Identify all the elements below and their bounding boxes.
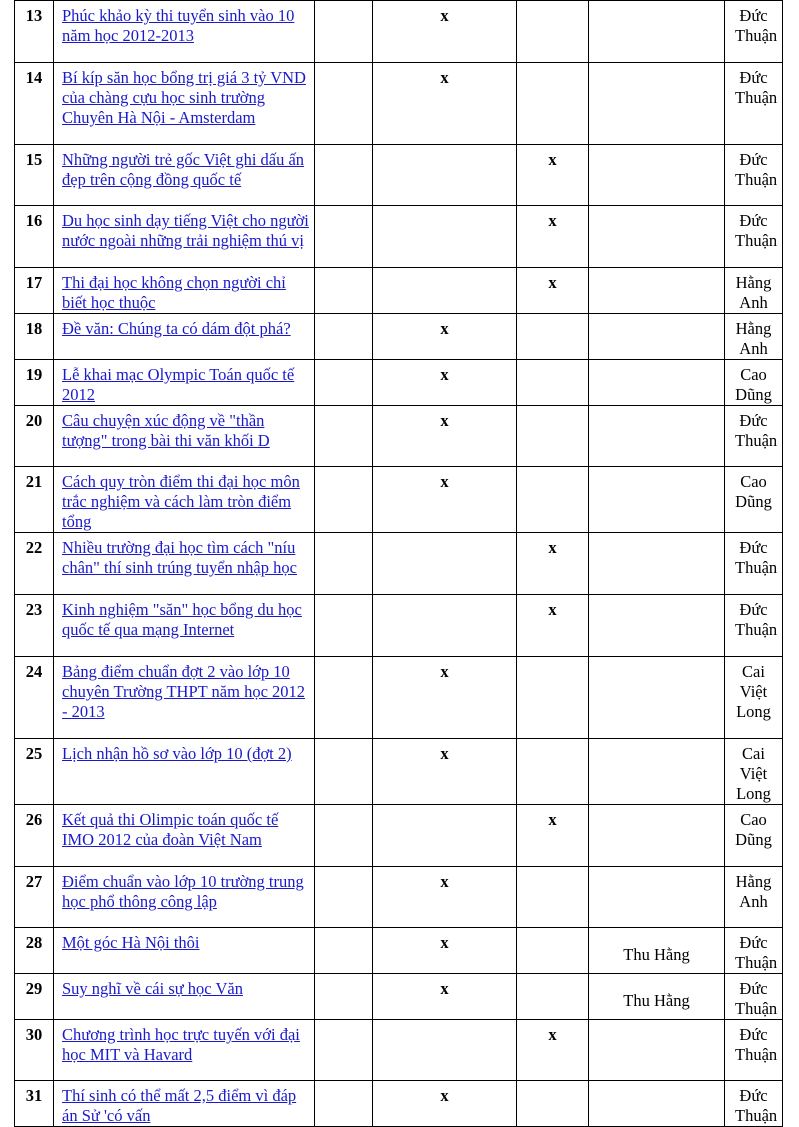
table-row	[15, 974, 783, 1020]
article-title-link[interactable]: Phúc khảo kỳ thi tuyển sinh vào 10 năm học 2012-2013	[62, 6, 295, 45]
article-title-cell	[54, 360, 315, 406]
mark-b-cell	[517, 314, 589, 360]
table-row	[15, 867, 783, 928]
mark-b-cell: x	[517, 268, 589, 314]
mark-b-cell: x	[517, 805, 589, 867]
article-title-cell	[54, 805, 315, 867]
author-cell: Đức Thuận	[725, 63, 783, 145]
mark-b-cell	[517, 406, 589, 467]
article-title-cell	[54, 268, 315, 314]
author-cell: Đức Thuận	[725, 145, 783, 206]
article-title-cell	[54, 206, 315, 268]
reviewer-cell	[589, 406, 725, 467]
mark-b-cell: x	[517, 1020, 589, 1081]
empty-cell	[315, 268, 373, 314]
author-cell: Đức Thuận	[725, 206, 783, 268]
reviewer-cell	[589, 595, 725, 657]
empty-cell	[315, 145, 373, 206]
row-number: 21	[15, 467, 54, 533]
empty-cell	[315, 867, 373, 928]
mark-a-cell: x	[373, 657, 517, 739]
reviewer-cell	[589, 467, 725, 533]
article-title-link[interactable]: Bí kíp săn học bổng trị giá 3 tỷ VND của chàng cựu học sinh trường Chuyên Hà Nội - Amsterdam	[62, 68, 306, 127]
row-number: 25	[15, 739, 54, 805]
mark-b-cell: x	[517, 533, 589, 595]
empty-cell	[315, 467, 373, 533]
article-title-cell	[54, 314, 315, 360]
article-title-link[interactable]: Những người trẻ gốc Việt ghi dấu ấn đẹp trên cộng đồng quốc tế	[62, 150, 305, 189]
reviewer-cell	[589, 145, 725, 206]
reviewer-cell	[589, 867, 725, 928]
row-number: 27	[15, 867, 54, 928]
mark-a-cell: x	[373, 314, 517, 360]
author-cell: Đức Thuận	[725, 595, 783, 657]
article-title-cell	[54, 467, 315, 533]
table-row	[15, 268, 783, 314]
mark-a-cell: x	[373, 867, 517, 928]
article-title-link[interactable]: Thí sinh có thể mất 2,5 điểm vì đáp án Sử 'có vấn	[62, 1086, 297, 1125]
article-title-link[interactable]: Bảng điểm chuẩn đợt 2 vào lớp 10 chuyên Trường THPT năm học 2012 - 2013	[62, 662, 306, 721]
article-title-link[interactable]: Nhiều trường đại học tìm cách "níu chân" thí sinh trúng tuyển nhập học	[62, 538, 297, 577]
table-row	[15, 406, 783, 467]
reviewer-cell	[589, 360, 725, 406]
mark-b-cell	[517, 657, 589, 739]
empty-cell	[315, 406, 373, 467]
empty-cell	[315, 595, 373, 657]
mark-a-cell: x	[373, 974, 517, 1020]
author-cell: Hằng Anh	[725, 867, 783, 928]
reviewer-cell	[589, 206, 725, 268]
empty-cell	[315, 1020, 373, 1081]
mark-a-cell	[373, 595, 517, 657]
article-title-link[interactable]: Lịch nhận hồ sơ vào lớp 10 (đợt 2)	[62, 744, 292, 763]
mark-a-cell: x	[373, 1081, 517, 1127]
article-title-cell	[54, 974, 315, 1020]
row-number: 24	[15, 657, 54, 739]
author-cell: Cai Việt Long	[725, 739, 783, 805]
article-title-link[interactable]: Suy nghĩ về cái sự học Văn	[62, 979, 243, 998]
mark-a-cell	[373, 805, 517, 867]
article-title-cell	[54, 145, 315, 206]
mark-a-cell: x	[373, 63, 517, 145]
mark-b-cell	[517, 739, 589, 805]
article-title-cell	[54, 1, 315, 63]
mark-a-cell	[373, 145, 517, 206]
empty-cell	[315, 1, 373, 63]
table-row	[15, 314, 783, 360]
row-number: 19	[15, 360, 54, 406]
table-body	[15, 1, 783, 1127]
article-table	[14, 0, 783, 1127]
mark-b-cell	[517, 360, 589, 406]
row-number: 30	[15, 1020, 54, 1081]
article-title-cell	[54, 406, 315, 467]
empty-cell	[315, 805, 373, 867]
article-title-cell	[54, 657, 315, 739]
mark-b-cell: x	[517, 595, 589, 657]
mark-a-cell: x	[373, 928, 517, 974]
article-title-cell	[54, 1081, 315, 1127]
reviewer-cell	[589, 1, 725, 63]
table-row	[15, 1020, 783, 1081]
article-title-link[interactable]: Du học sinh dạy tiếng Việt cho người nước ngoài những trải nghiệm thú vị	[62, 211, 309, 250]
reviewer-name: Thu Hằng	[623, 945, 690, 964]
author-cell: Đức Thuận	[725, 406, 783, 467]
table-row	[15, 467, 783, 533]
article-title-link[interactable]: Chương trình học trực tuyến với đại học MIT và Havard	[62, 1025, 300, 1064]
empty-cell	[315, 928, 373, 974]
reviewer-cell	[589, 268, 725, 314]
row-number: 20	[15, 406, 54, 467]
row-number: 15	[15, 145, 54, 206]
article-title-cell	[54, 867, 315, 928]
row-number: 29	[15, 974, 54, 1020]
empty-cell	[315, 63, 373, 145]
article-title-link[interactable]: Đề văn: Chúng ta có dám đột phá?	[62, 319, 291, 338]
empty-cell	[315, 314, 373, 360]
empty-cell	[315, 974, 373, 1020]
article-title-cell	[54, 533, 315, 595]
empty-cell	[315, 657, 373, 739]
empty-cell	[315, 1081, 373, 1127]
row-number: 26	[15, 805, 54, 867]
article-title-link[interactable]: Kinh nghiệm "săn" học bổng du học quốc tế qua mạng Internet	[62, 600, 302, 639]
author-cell: Đức Thuận	[725, 533, 783, 595]
table-row	[15, 1, 783, 63]
article-title-link[interactable]: Cách quy tròn điểm thi đại học môn trắc nghiệm và cách làm tròn điểm tổng	[62, 472, 300, 531]
article-title-link[interactable]: Thi đại học không chọn người chỉ biết học thuộc	[62, 273, 286, 312]
empty-cell	[315, 206, 373, 268]
reviewer-cell	[589, 974, 725, 1020]
author-cell: Đức Thuận	[725, 928, 783, 974]
reviewer-cell	[589, 63, 725, 145]
author-cell: Hằng Anh	[725, 268, 783, 314]
table-row	[15, 533, 783, 595]
mark-b-cell	[517, 928, 589, 974]
row-number: 31	[15, 1081, 54, 1127]
mark-a-cell	[373, 268, 517, 314]
reviewer-cell	[589, 533, 725, 595]
row-number: 23	[15, 595, 54, 657]
reviewer-name: Thu Hằng	[623, 991, 690, 1010]
table-row	[15, 206, 783, 268]
author-cell: Đức Thuận	[725, 1081, 783, 1127]
author-cell: Cao Dũng	[725, 467, 783, 533]
row-number: 16	[15, 206, 54, 268]
table-row	[15, 595, 783, 657]
author-cell: Đức Thuận	[725, 1, 783, 63]
author-cell: Cao Dũng	[725, 805, 783, 867]
mark-a-cell: x	[373, 360, 517, 406]
row-number: 18	[15, 314, 54, 360]
article-title-cell	[54, 928, 315, 974]
table-row	[15, 805, 783, 867]
reviewer-cell	[589, 928, 725, 974]
mark-a-cell: x	[373, 406, 517, 467]
mark-a-cell	[373, 206, 517, 268]
author-cell: Hằng Anh	[725, 314, 783, 360]
article-title-link[interactable]: Điểm chuẩn vào lớp 10 trường trung học phổ thông công lập	[62, 872, 304, 911]
article-title-cell	[54, 63, 315, 145]
article-title-link[interactable]: Câu chuyện xúc động về "thần tượng" trong bài thi văn khối D	[62, 411, 270, 450]
empty-cell	[315, 739, 373, 805]
reviewer-cell	[589, 1081, 725, 1127]
row-number: 28	[15, 928, 54, 974]
table-row	[15, 928, 783, 974]
mark-b-cell	[517, 63, 589, 145]
mark-b-cell	[517, 974, 589, 1020]
mark-a-cell	[373, 1020, 517, 1081]
row-number: 17	[15, 268, 54, 314]
article-title-cell	[54, 1020, 315, 1081]
row-number: 13	[15, 1, 54, 63]
article-title-link[interactable]: Một góc Hà Nội thôi	[62, 933, 200, 952]
mark-a-cell	[373, 533, 517, 595]
article-title-cell	[54, 595, 315, 657]
mark-b-cell	[517, 867, 589, 928]
table-row	[15, 145, 783, 206]
mark-a-cell: x	[373, 467, 517, 533]
reviewer-cell	[589, 805, 725, 867]
author-cell: Cai Việt Long	[725, 657, 783, 739]
reviewer-cell	[589, 657, 725, 739]
author-cell: Đức Thuận	[725, 974, 783, 1020]
table-row	[15, 1081, 783, 1127]
article-title-link[interactable]: Lễ khai mạc Olympic Toán quốc tế 2012	[62, 365, 295, 404]
reviewer-cell	[589, 739, 725, 805]
row-number: 22	[15, 533, 54, 595]
mark-a-cell: x	[373, 1, 517, 63]
table-row	[15, 360, 783, 406]
mark-b-cell: x	[517, 206, 589, 268]
article-title-link[interactable]: Kết quả thi Olimpic toán quốc tế IMO 2012 của đoàn Việt Nam	[62, 810, 279, 849]
mark-b-cell: x	[517, 145, 589, 206]
row-number: 14	[15, 63, 54, 145]
article-title-cell	[54, 739, 315, 805]
table-row	[15, 657, 783, 739]
table-row	[15, 739, 783, 805]
mark-a-cell: x	[373, 739, 517, 805]
reviewer-cell	[589, 1020, 725, 1081]
author-cell: Cao Dũng	[725, 360, 783, 406]
mark-b-cell	[517, 1, 589, 63]
author-cell: Đức Thuận	[725, 1020, 783, 1081]
table-row	[15, 63, 783, 145]
mark-b-cell	[517, 1081, 589, 1127]
empty-cell	[315, 360, 373, 406]
reviewer-cell	[589, 314, 725, 360]
empty-cell	[315, 533, 373, 595]
mark-b-cell	[517, 467, 589, 533]
